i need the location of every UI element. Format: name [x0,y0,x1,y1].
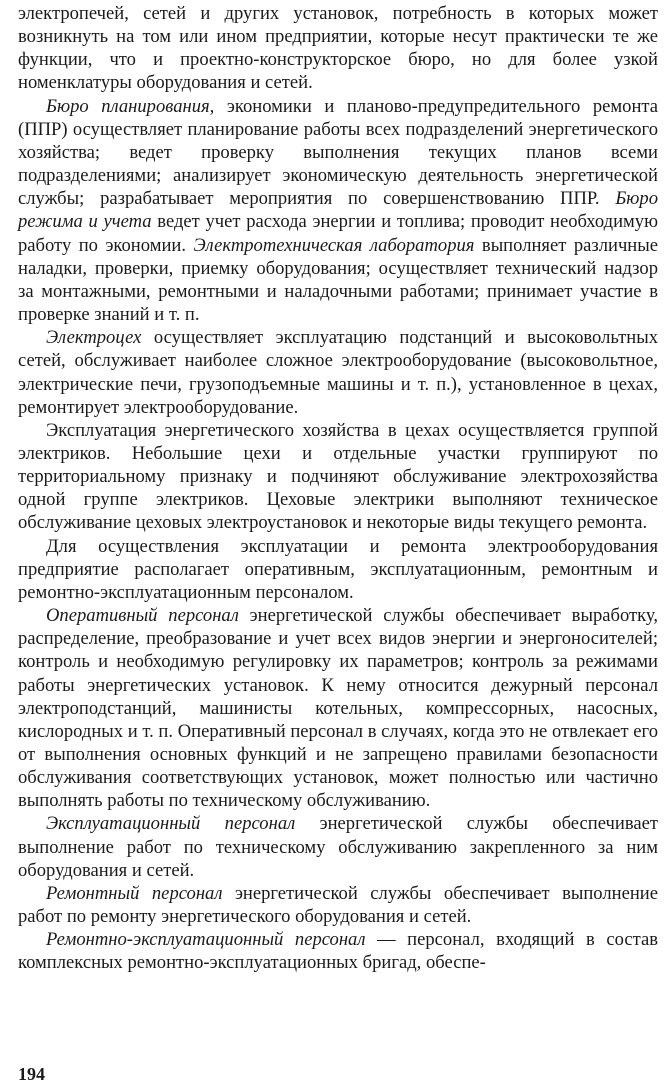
paragraph-text: электропечей, сетей и других установок, потребность в которых может возникнуть на том или ином предприятии, которые несут практически те же функции, что и проектно-конструкторское бюро, но для более узкой номенклатуры оборудования и сетей. [18,3,658,94]
paragraph [18,2,658,95]
paragraph [18,419,658,535]
paragraph [18,812,658,881]
paragraph [18,95,658,327]
italic-term: Оперативный персонал [46,605,239,627]
paragraph-text: выполняет различные наладки, проверки, приемку оборудования; осуществляет технический надзор за монтажными, ремонтными и наладочными работами; принимает участие в проверке знаний и т. п. [18,234,658,326]
paragraph-text: Эксплуатация энергетического хозяйства в цехах осуществляется группой электриков. Небольшие цехи и отдельные участки группируют по территориальному признаку и подчиняют обслуживание электрохозяйства одной группе электриков. Цеховые электрики выполняют техническое обслуживание цеховых электроустановок и некоторые виды текущего ремонта. [18,419,658,534]
italic-term: Электротехническая лаборатория [193,234,475,256]
italic-term: Эксплуатационный персонал [46,813,296,835]
italic-term: Ремонтный персонал [46,882,223,904]
paragraph-text: Для осуществления эксплуатации и ремонта электрооборудования предприятие располагает оперативным, эксплуатационным, ремонтным и ремонтно-эксплуатационным персоналом. [18,535,658,603]
paragraph [18,604,658,812]
paragraph-text: — персонал, входящий в состав комплексных ремонтно-эксплуатационных бригад, обеспе- [18,929,658,974]
italic-term: Ремонтно-эксплуатационный персонал [46,929,366,951]
page-number: 194 [18,1064,45,1084]
page-body [18,2,658,975]
paragraph [18,928,658,974]
paragraph [18,882,658,928]
italic-term: Бюро режима и учета [18,188,658,233]
italic-term: Электроцех [46,327,142,349]
paragraph [18,326,658,419]
paragraph-text: энергетической службы обеспечивает выполнение работ по техническому обслуживанию закрепленного за ним оборудования и сетей. [18,813,658,881]
italic-term: Бюро планирования, [46,95,215,117]
paragraph [18,535,658,604]
paragraph-text: энергетической службы обеспечивает выработку, распределение, преобразование и учет всех видов энергии и энергоносителей; контроль и необходимую регулировку их параметров; контроль за режимами работы энергетических установок. К нему относится дежурный персонал электроподстанций, машинисты котельных, компрессорных, насосных, кислородных и т. п. Оперативный персонал в случаях, когда это не отвлекает его от выполнения основных функций и не запрещено правилами безопасности обслуживания соответствующих установок, может полностью или частично выполнять работы по техническому обслуживанию. [18,605,658,812]
paragraph-text: экономики и планово-предупредительного ремонта (ППР) осуществляет планирование работы всех подразделений энергетического хозяйства; ведет проверку выполнения текущих планов всеми подразделениями; анализирует экономическую деятельность энергетической службы; разрабатывает мероприятия по совершенствованию ППР. [18,95,658,210]
paragraph-text: осуществляет эксплуатацию подстанций и высоковольтных сетей, обслуживает наиболее сложное электрооборудование (высоковольтное, электрические печи, грузоподъемные машины и т. п.), установленное в цехах, ремонтирует электрооборудование. [18,327,658,418]
paragraph-text: энергетической службы обеспечивает выполнение работ по ремонту энергетического оборудования и сетей. [18,882,658,928]
paragraph-text: ведет учет расхода энергии и топлива; проводит необходимую работу по экономии. [18,211,658,256]
